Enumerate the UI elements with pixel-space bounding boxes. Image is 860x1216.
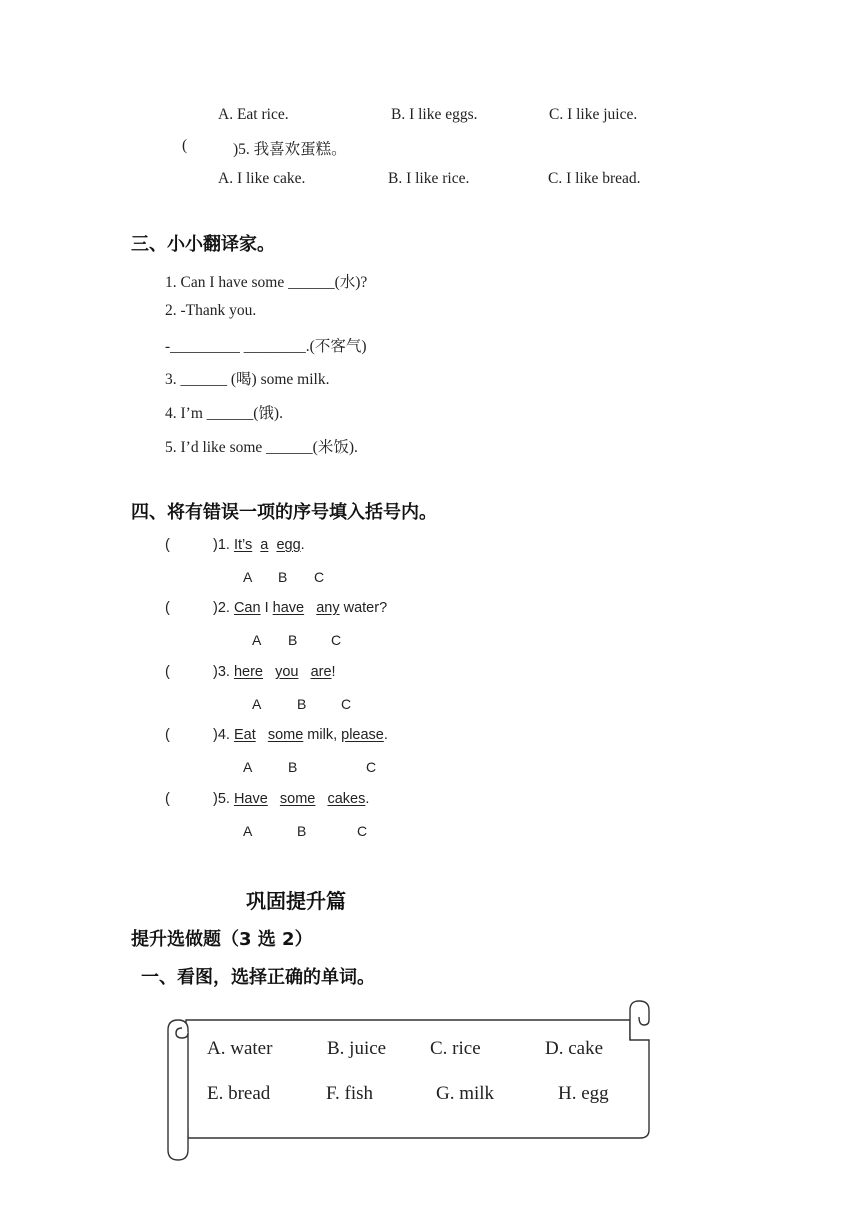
sentence-text: . (383, 727, 388, 743)
sentence-text: water? (339, 600, 388, 616)
sentence-text: . (300, 537, 305, 553)
answer-paren: ( (165, 664, 170, 680)
sentence-text: milk, (303, 727, 342, 743)
word-option: E. bread (207, 1083, 271, 1104)
word-option: A. water (207, 1038, 273, 1059)
sentence-text: ! (331, 664, 336, 680)
sentence-text: I (260, 600, 273, 616)
item-number: )1. (213, 537, 234, 553)
option-c: C. I like bread. (548, 170, 641, 187)
underlined-word: here (233, 664, 263, 680)
choice-letter: C (341, 696, 352, 712)
option-b: B. I like rice. (388, 170, 470, 187)
sentence-text (315, 791, 327, 807)
answer-paren: ( (165, 600, 170, 616)
error-item-sentence (213, 664, 336, 680)
option-a: A. Eat rice. (218, 106, 289, 123)
error-item-sentence (213, 791, 369, 807)
choice-letter: C (331, 632, 342, 648)
choice-letter: A (243, 823, 253, 839)
error-item-sentence (213, 537, 305, 553)
sentence-text (304, 600, 316, 616)
underlined-word: are (310, 664, 332, 680)
option-a: A. I like cake. (218, 170, 306, 187)
option-c: C. I like juice. (549, 106, 638, 123)
word-option: B. juice (327, 1038, 387, 1059)
advanced-subtitle: 提升选做题（3 选 2） (131, 929, 313, 950)
answer-paren: ( (165, 537, 170, 553)
section-4-title: 四、将有错误一项的序号填入括号内。 (131, 502, 437, 523)
choice-letter: C (366, 759, 377, 775)
sentence-text (263, 664, 275, 680)
word-option: H. egg (558, 1083, 609, 1104)
answer-paren: ( (182, 137, 188, 154)
sentence-text (256, 727, 268, 743)
question-stem: )5. 我喜欢蛋糕。 (233, 141, 347, 158)
underlined-word: some (279, 791, 316, 807)
word-option: D. cake (545, 1038, 604, 1059)
underlined-word: Eat (233, 727, 256, 743)
choice-letter: A (243, 569, 253, 585)
sentence-text (268, 791, 280, 807)
translation-line: 1. Can I have some ______(水)? (165, 274, 368, 291)
underlined-word: have (272, 600, 305, 616)
advanced-title: 巩固提升篇 (246, 889, 346, 913)
translation-line: -_________ ________.(不客气) (165, 338, 367, 355)
choice-letter: C (357, 823, 368, 839)
choice-letter: B (288, 759, 298, 775)
choice-letter: C (314, 569, 325, 585)
word-option: G. milk (436, 1083, 495, 1104)
translation-line: 2. -Thank you. (165, 302, 257, 319)
translation-line: 4. I’m ______(饿). (165, 405, 283, 422)
choice-letter: B (278, 569, 288, 585)
underlined-word: any (316, 600, 340, 616)
choice-letter: A (252, 696, 262, 712)
answer-paren: ( (165, 791, 170, 807)
error-item-sentence (213, 600, 387, 616)
scroll-banner (160, 995, 660, 1165)
underlined-word: a (260, 537, 269, 553)
item-number: )3. (213, 664, 234, 680)
translation-line: 5. I’d like some ______(米饭). (165, 439, 358, 456)
word-option: C. rice (430, 1038, 481, 1059)
advanced-section-1-title: 一、看图，选择正确的单词。 (141, 967, 375, 988)
underlined-word: some (267, 727, 304, 743)
item-number: )2. (213, 600, 234, 616)
word-option: F. fish (326, 1083, 374, 1104)
answer-paren: ( (165, 727, 170, 743)
item-number: )4. (213, 727, 234, 743)
choice-letter: A (252, 632, 262, 648)
section-3-title: 三、小小翻译家。 (131, 234, 275, 255)
underlined-word: egg (276, 537, 301, 553)
error-item-sentence (213, 727, 388, 743)
underlined-word: Can (233, 600, 261, 616)
option-b: B. I like eggs. (391, 106, 478, 123)
choice-letter: B (288, 632, 298, 648)
choice-letter: B (297, 823, 307, 839)
underlined-word: Have (233, 791, 268, 807)
underlined-word: please (341, 727, 384, 743)
choice-letter: A (243, 759, 253, 775)
choice-letter: B (297, 696, 307, 712)
underlined-word: you (275, 664, 299, 680)
sentence-text (298, 664, 310, 680)
underlined-word: It’s (233, 537, 253, 553)
item-number: )5. (213, 791, 234, 807)
sentence-text: . (365, 791, 370, 807)
translation-line: 3. ______ (喝) some milk. (165, 371, 330, 388)
underlined-word: cakes (327, 791, 366, 807)
